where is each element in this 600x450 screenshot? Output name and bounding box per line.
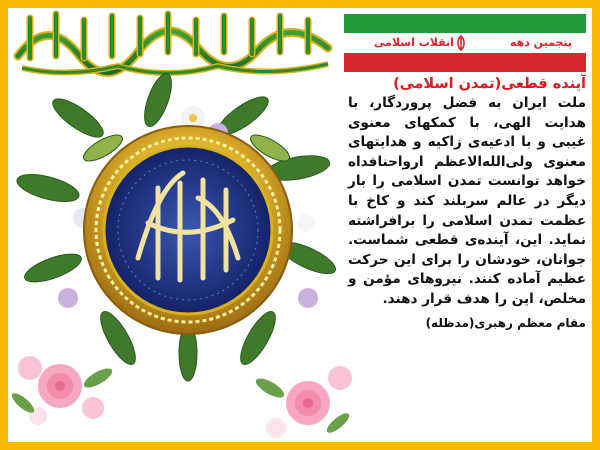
flag-red-stripe	[344, 53, 586, 72]
quote-body: ملت ایران به فضل پروردگار، با هدایت الهی، با کمکهای معنوی غیبی و با ادعیه‌ی زاکیه و هدایتهای معنوی ولی‌الله‌الاعظم اروا‌حنافداه خواهد توانست تمدن اسلامی را بار دیگر در عالم سربلند کند و کاخ با عظمت تمدن اسلامی را برافراشته نماید. این، آینده‌ی قطعی شماست. جوانان، خودشان را برای این حرکت عظیم آماده کنند. نیروهای مؤمن و مخلص، این را هدف قرار دهند.	[348, 95, 586, 307]
quote-signature: مقام معظم رهبری(مدظله)	[425, 315, 586, 330]
iran-flag-banner	[344, 14, 586, 72]
poster-canvas	[8, 8, 592, 442]
flag-white-stripe	[344, 33, 586, 53]
calligraphy-band	[18, 14, 328, 73]
decorative-artwork	[8, 8, 353, 442]
flower-corner-left	[9, 356, 115, 425]
flag-green-stripe	[344, 14, 586, 33]
iran-emblem-icon	[453, 35, 469, 51]
quote-block	[348, 74, 586, 332]
banner-line-2: انقلاب اسلامی	[374, 36, 454, 49]
banner-line-1: پنجمین دهه	[509, 36, 572, 49]
mahdi-medallion	[84, 126, 292, 334]
quote-title: آینده قطعی(تمدن اسلامی)	[393, 76, 586, 92]
flower-corner-right	[253, 366, 352, 438]
